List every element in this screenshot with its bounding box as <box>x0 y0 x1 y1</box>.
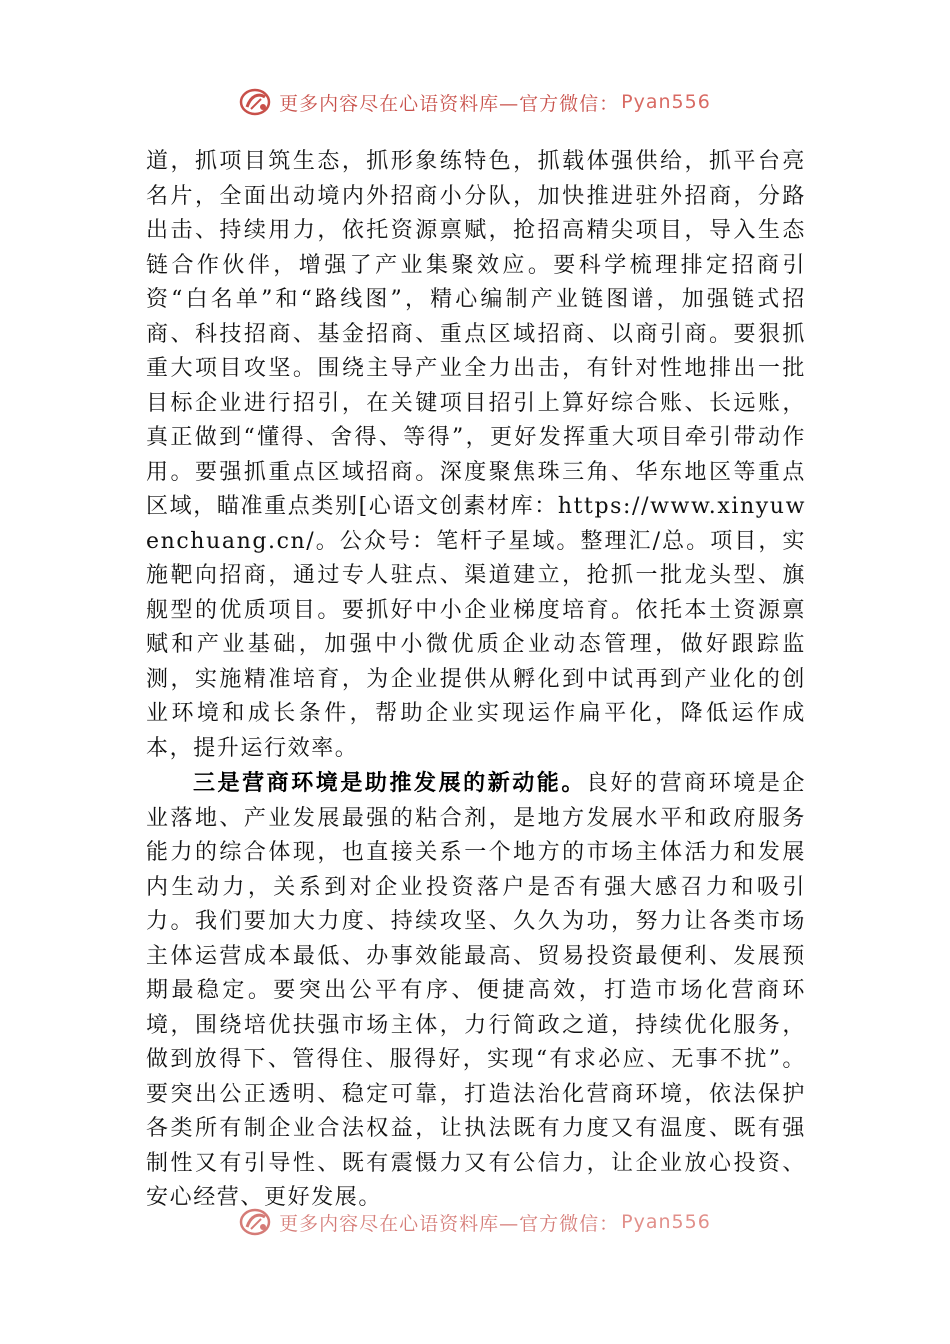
paragraph-2-text: 良好的营商环境是企业落地、产业发展最强的粘合剂，是地方发展水平和政府服务能力的综合体现，也直接关系一个地方的市场主体活力和发展内生动力，关系到对企业投资落户是否有强大感召力和吸引力。我们要加大力度、持续攻坚、久久为功，努力让各类市场主体运营成本最低、办事效能最高、贸易投资最便利、发展预期最稳定。要突出公平有序、便捷高效，打造市场化营商环境，围绕培优扶强市场主体，力行简政之道，持续优化服务，做到放得下、管得住、服得好，实现“有求必应、无事不扰”。要突出公正透明、稳定可靠，打造法治化营商环境，依法保护各类所有制企业合法权益，让执法既有力度又有温度、既有强制性又有引导性、既有震慑力又有公信力，让企业放心投资、安心经营、更好发展。 <box>146 771 806 1210</box>
watermark-footer-text: 更多内容尽在心语资料库—官方微信： <box>279 1212 620 1235</box>
brand-logo-icon <box>239 87 273 117</box>
paragraph-1: 道，抓项目筑生态，抓形象练特色，抓载体强供给，抓平台亮名片，全面出动境内外招商小分队，加快推进驻外招商，分路出击、持续用力，依托资源禀赋，抢招高精尖项目，导入生态链合作伙伴，增强了产业集聚效应。要科学梳理排定招商引资“白名单”和“路线图”，精心编制产业链图谱，加强链式招商、科技招商、基金招商、重点区域招商、以商引商。要狠抓重大项目攻坚。围绕主导产业全力出击，有针对性地排出一批目标企业进行招引，在关键项目招引上算好综合账、长远账，真正做到“懂得、舍得、等得”，更好发挥重大项目牵引带动作用。要强抓重点区域招商。深度聚焦珠三角、华东地区等重点区域，瞄准重点类别[心语文创素材库：https://www.xinyuwenchuang.cn/。公众号：笔杆子星域。整理汇/总。项目，实施靶向招商，通过专人驻点、渠道建立，抢抓一批龙头型、旗舰型的优质项目。要抓好中小企业梯度培育。依托本土资源禀赋和产业基础，加强中小微优质企业动态管理，做好跟踪监测，实施精准培育，为企业提供从孵化到中试再到产业化的创业环境和成长条件，帮助企业实现运作扁平化，降低运作成本，提升运行效率。 <box>146 149 806 761</box>
watermark-footer <box>0 1202 950 1242</box>
paragraph-2-heading: 三是营商环境是助推发展的新动能。 <box>193 770 586 796</box>
watermark-header-wechat-id: Pyan556 <box>621 91 711 113</box>
document-body <box>146 145 806 1216</box>
paragraph-2 <box>146 766 806 1216</box>
watermark-header <box>0 82 950 122</box>
watermark-footer-wechat-id: Pyan556 <box>621 1211 711 1233</box>
watermark-header-text: 更多内容尽在心语资料库—官方微信： <box>279 92 620 115</box>
brand-logo-icon <box>239 1207 273 1237</box>
